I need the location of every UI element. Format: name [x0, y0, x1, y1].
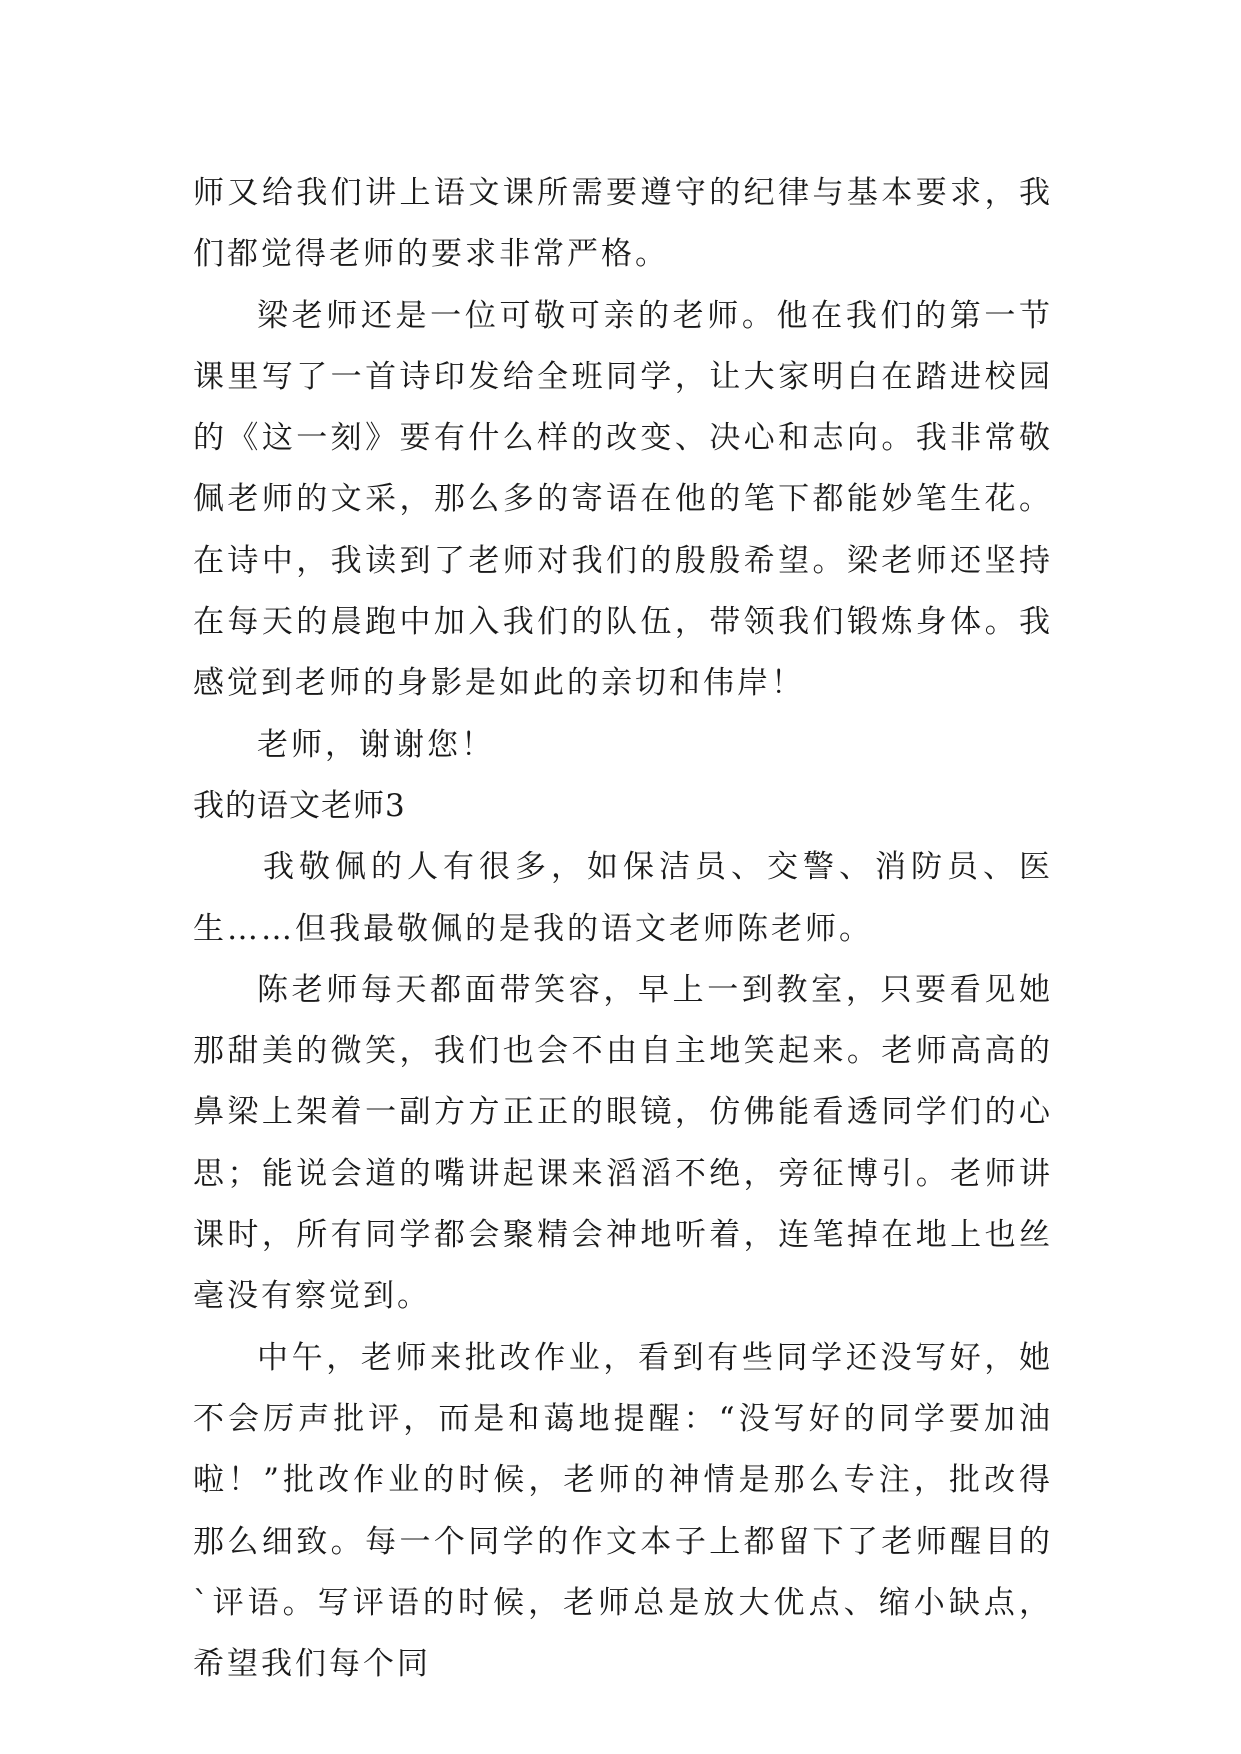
- paragraph: 陈老师每天都面带笑容，早上一到教室，只要看见她那甜美的微笑，我们也会不由自主地笑起来。老师高高的鼻梁上架着一副方方正正的眼镜，仿佛能看透同学们的心思；能说会道的嘴讲起课来滔滔不绝，旁征博引。老师讲课时，所有同学都会聚精会神地听着，连笔掉在地上也丝毫没有察觉到。: [193, 971, 1053, 1315]
- section-heading: 我的语文老师3: [193, 787, 406, 824]
- paragraph: 梁老师还是一位可敬可亲的老师。他在我们的第一节课里写了一首诗印发给全班同学，让大家明白在踏进校园的《这一刻》要有什么样的改变、决心和志向。我非常敬佩老师的文采，那么多的寄语在他的笔下都能妙笔生花。在诗中，我读到了老师对我们的殷殷希望。梁老师还坚持在每天的晨跑中加入我们的队伍，带领我们锻炼身体。我感觉到老师的身影是如此的亲切和伟岸！: [193, 297, 1053, 702]
- paragraph: 老师，谢谢您！: [257, 726, 495, 763]
- paragraph: 我敬佩的人有很多，如保洁员、交警、消防员、医生……但我最敬佩的是我的语文老师陈老师。: [193, 849, 1053, 947]
- document-body: [193, 163, 1053, 1695]
- paragraph: 师又给我们讲上语文课所需要遵守的纪律与基本要求，我们都觉得老师的要求非常严格。: [193, 175, 1053, 273]
- paragraph: 中午，老师来批改作业，看到有些同学还没写好，她不会厉声批评，而是和蔼地提醒：“没写好的同学要加油啦！”批改作业的时候，老师的神情是那么专注，批改得那么细致。每一个同学的作文本子上都留下了老师醒目的`评语。写评语的时候，老师总是放大优点、缩小缺点，希望我们每个同: [193, 1339, 1053, 1683]
